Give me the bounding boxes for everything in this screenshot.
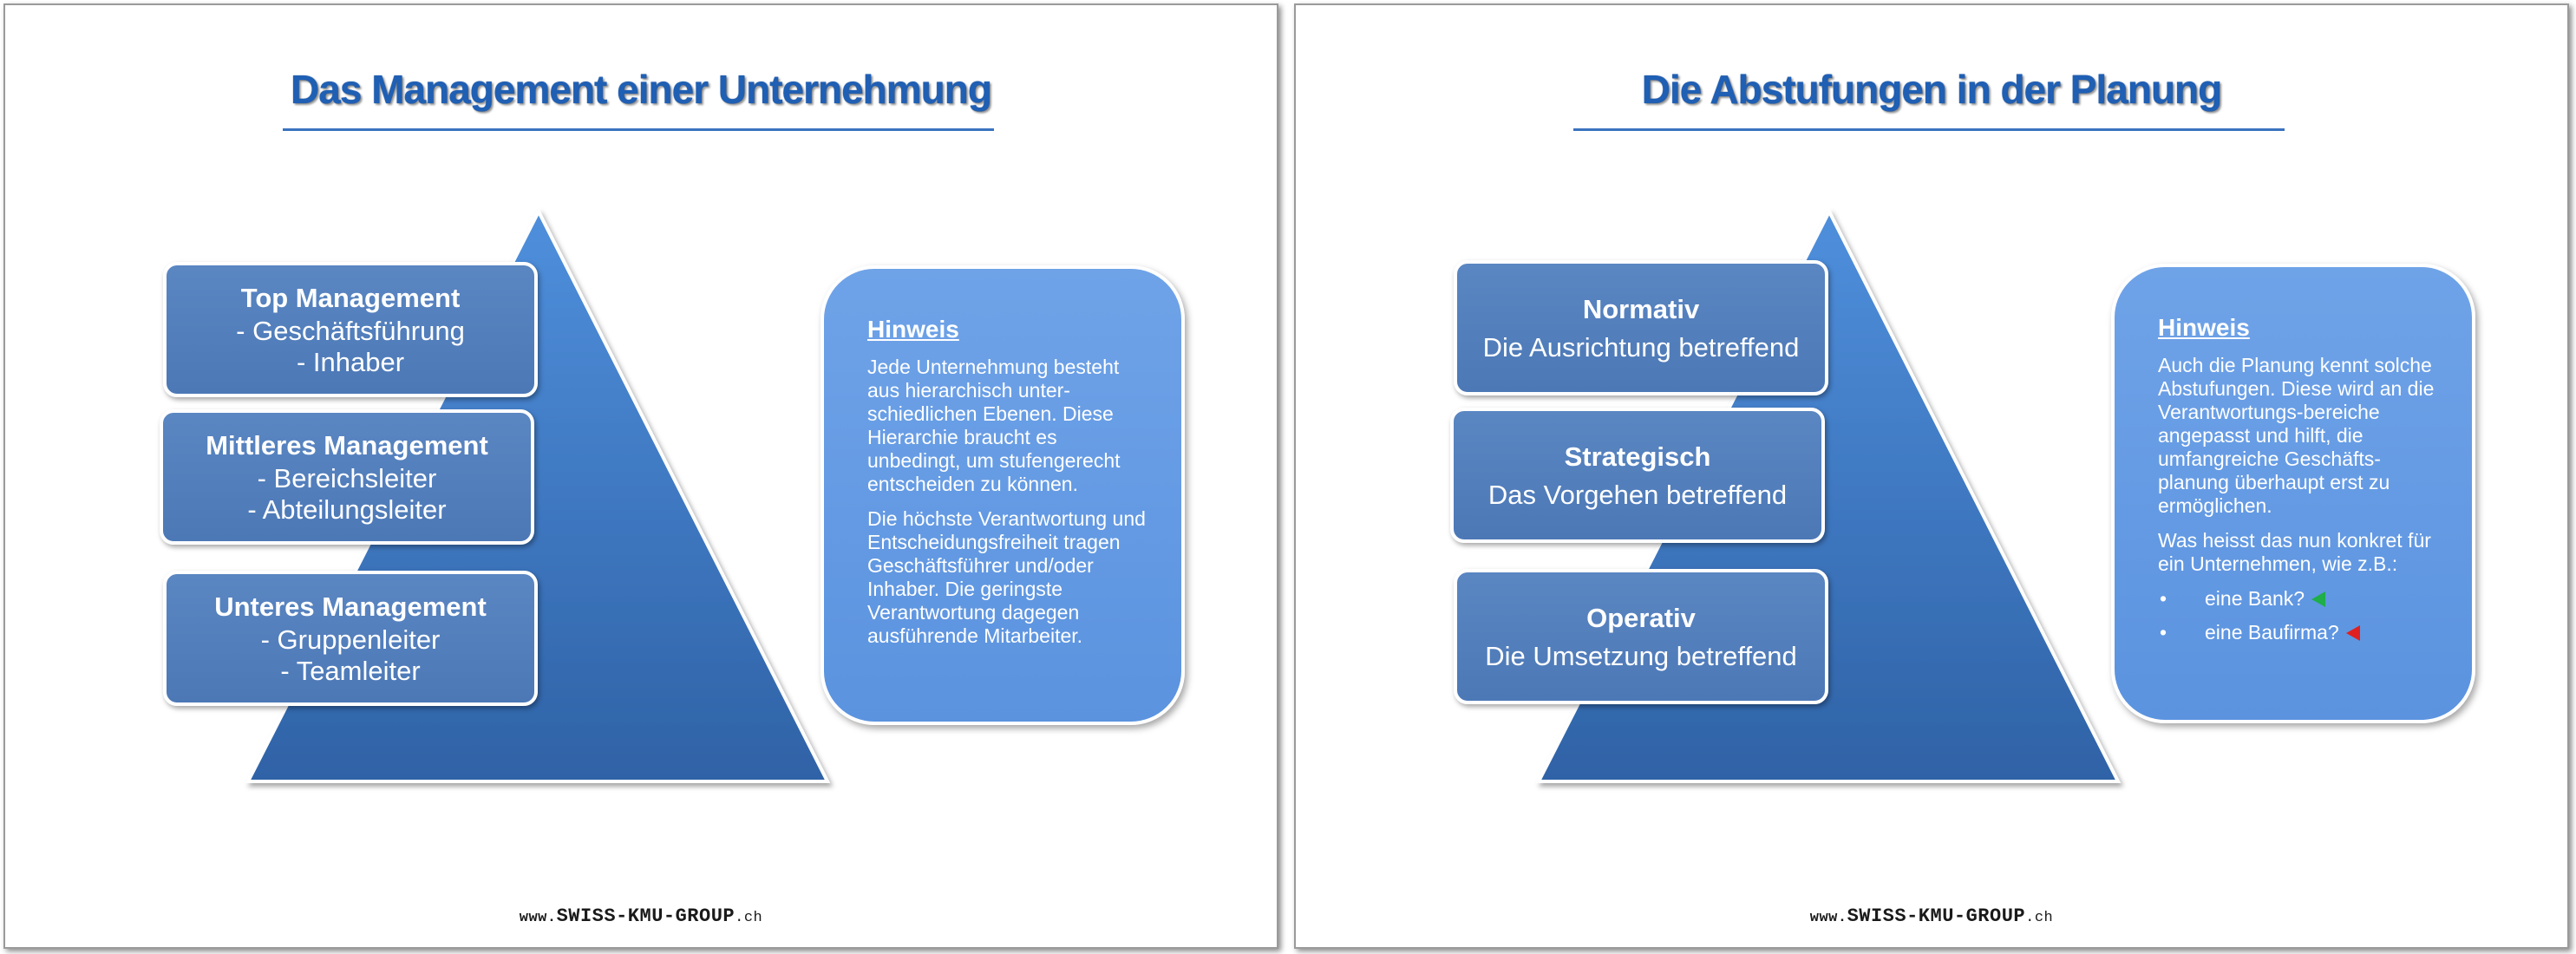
note-paragraph: Auch die Planung kennt solche Abstufungen. Diese wird an die Verantwortungs-bereiche angepasst und hilft, die umfangreiche Geschäfts-planung überhaupt erst zu ermöglichen.: [2158, 354, 2435, 517]
level-line: Die Umsetzung betreffend: [1485, 641, 1797, 671]
level-line: - Teamleiter: [280, 656, 421, 686]
bullet-glyph: •: [2160, 621, 2167, 644]
note-box: [821, 265, 1185, 725]
bullet-text: eine Baufirma?: [2205, 621, 2339, 644]
level-lower-management: [163, 571, 538, 706]
level-strategisch: [1450, 408, 1825, 543]
level-line: - Geschäftsführung: [236, 316, 465, 346]
footer-domain: SWISS-KMU-GROUP: [556, 905, 736, 927]
footer-prefix: www.: [519, 910, 557, 926]
note-paragraph: Was heisst das nun konkret für ein Unternehmen, wie z.B.:: [2158, 529, 2431, 575]
slide-planning: [1294, 3, 2569, 949]
note-paragraph: Die höchste Verantwortung und Entscheidungsfreiheit tragen Geschäftsführer und/oder Inhaber. Die geringste Verantwortung dagegen ausführende Mitarbeiter.: [867, 507, 1146, 647]
level-line: - Bereichsleiter: [257, 463, 437, 493]
slide-title: Die Abstufungen in der Planung: [1641, 67, 2222, 112]
level-heading: Normativ: [1582, 294, 1700, 324]
note-heading: Hinweis: [2158, 314, 2250, 341]
note-paragraph: Jede Unternehmung besteht aus hierarchisch unter-schiedlichen Ebenen. Diese Hierarchie braucht es unbedingt, um stufengerecht entscheiden zu können.: [867, 356, 1121, 495]
title-underline: [1573, 128, 2285, 131]
footer-tld: .ch: [735, 910, 763, 926]
level-heading: Mittleres Management: [206, 430, 488, 461]
level-top-management: [163, 262, 538, 397]
level-heading: Strategisch: [1564, 441, 1711, 472]
bullet-item-baufirma: [2158, 621, 2437, 644]
footer-url: [5, 905, 1277, 927]
note-bullet-list: [2158, 587, 2437, 644]
level-line: - Gruppenleiter: [260, 624, 441, 655]
green-triangle-icon: [2311, 591, 2325, 607]
bullet-text: eine Bank?: [2205, 587, 2305, 610]
level-heading: Top Management: [240, 283, 461, 313]
level-middle-management: [160, 409, 534, 545]
red-triangle-icon: [2346, 625, 2360, 641]
bullet-item-bank: [2158, 587, 2437, 611]
level-normativ: [1454, 260, 1828, 395]
note-box: [2111, 264, 2475, 723]
footer-domain: SWISS-KMU-GROUP: [1847, 905, 2026, 927]
level-line: - Inhaber: [296, 347, 405, 377]
level-line: Das Vorgehen betreffend: [1487, 480, 1788, 510]
level-line: Die Ausrichtung betreffend: [1482, 332, 1800, 363]
title-underline: [283, 128, 994, 131]
footer-prefix: www.: [1809, 910, 1847, 926]
level-heading: Operativ: [1586, 603, 1696, 633]
slide-title: Das Management einer Unternehmung: [291, 67, 991, 112]
footer-tld: .ch: [2025, 910, 2054, 926]
bullet-glyph: •: [2160, 587, 2167, 610]
level-heading: Unteres Management: [214, 591, 487, 622]
level-line: - Abteilungsleiter: [247, 494, 447, 525]
slide-management: [3, 3, 1278, 949]
footer-url: [1296, 905, 2567, 927]
level-operativ: [1454, 569, 1828, 704]
note-heading: Hinweis: [867, 316, 959, 343]
